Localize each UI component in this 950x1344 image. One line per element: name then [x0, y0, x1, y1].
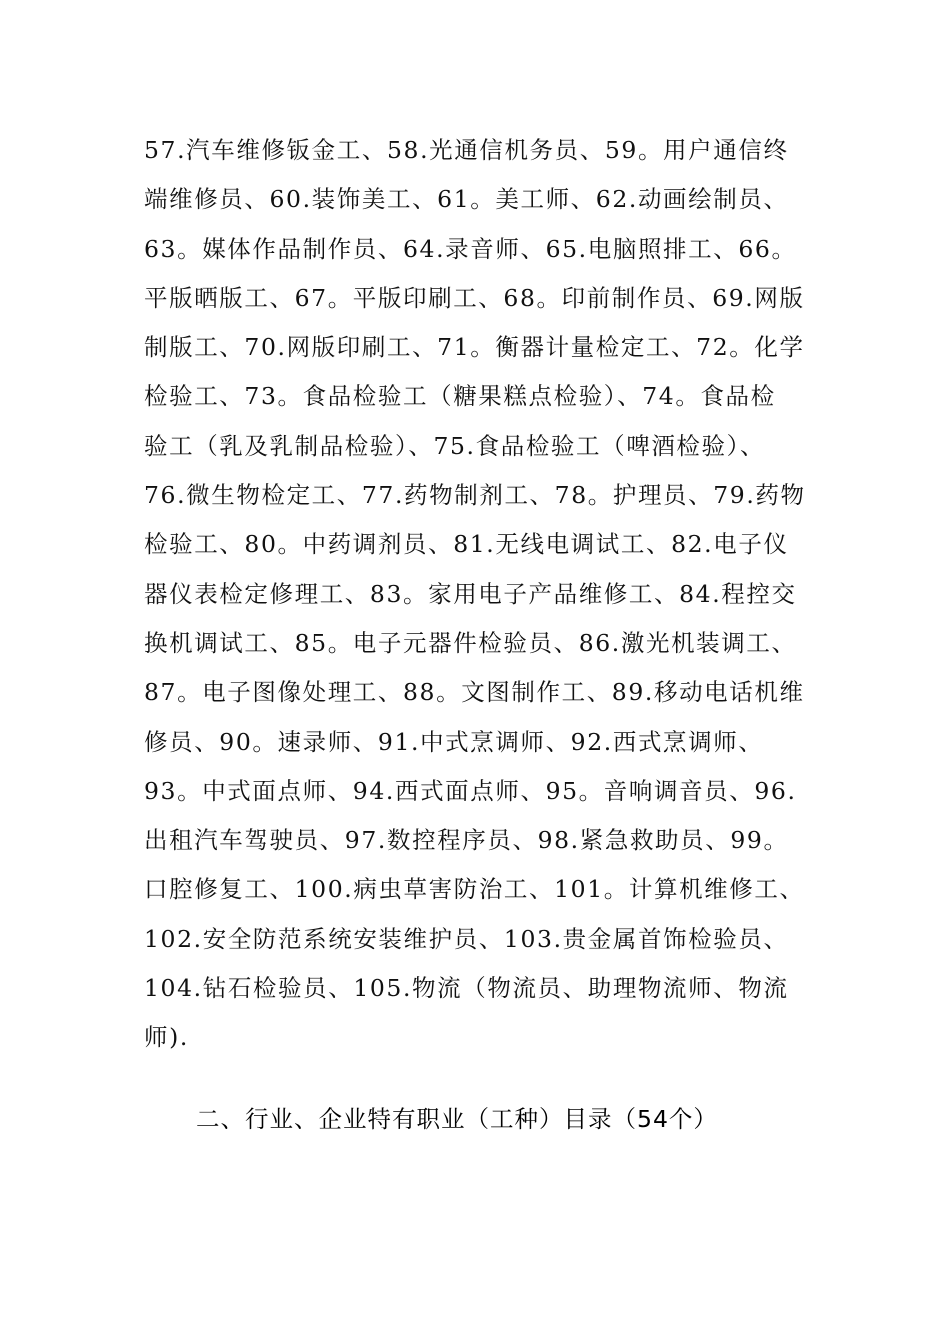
occupation-list-paragraph [144, 126, 804, 1063]
paragraph-line: 102.安全防范系统安装维护员、103.贵金属首饰检验员、 [144, 924, 789, 953]
paragraph-line: 76.微生物检定工、77.药物制剂工、78。护理员、79.药物 [144, 481, 806, 510]
paragraph-line: 63。媒体作品制作员、64.录音师、65.电脑照排工、66。 [144, 234, 797, 263]
paragraph-line: 出租汽车驾驶员、97.数控程序员、98.紧急救助员、99。 [144, 826, 789, 855]
paragraph-line: 制版工、70.网版印刷工、71。衡器计量检定工、72。化学 [144, 333, 805, 362]
paragraph-line: 修员、90。速录师、91.中式烹调师、92.西式烹调师、 [144, 727, 764, 756]
paragraph-line: 104.钻石检验员、105.物流（物流员、助理物流师、物流 [144, 974, 789, 1003]
paragraph-line: 师). [144, 1023, 189, 1052]
section-heading: 二、行业、企业特有职业（工种）目录（54个） [196, 1105, 718, 1133]
paragraph-line: 检验工、80。中药调剂员、81.无线电调试工、82.电子仪 [144, 530, 789, 559]
paragraph-line: 检验工、73。食品检验工（糖果糕点检验）、74。食品检 [144, 382, 776, 411]
paragraph-line: 器仪表检定修理工、83。家用电子产品维修工、84.程控交 [144, 579, 797, 608]
paragraph-line: 验工（乳及乳制品检验）、75.食品检验工（啤酒检验）、 [144, 431, 766, 460]
paragraph-line: 87。电子图像处理工、88。文图制作工、89.移动电话机维 [144, 678, 805, 707]
paragraph-line: 端维修员、60.装饰美工、61。美工师、62.动画绘制员、 [144, 185, 789, 214]
paragraph-line: 57.汽车维修钣金工、58.光通信机务员、59。用户通信终 [144, 136, 789, 164]
paragraph-line: 口腔修复工、100.病虫草害防治工、101。计算机维修工、 [144, 875, 805, 904]
paragraph-line: 换机调试工、85。电子元器件检验员、86.激光机装调工、 [144, 628, 797, 657]
paragraph-line: 93。中式面点师、94.西式面点师、95。音响调音员、96. [144, 776, 797, 805]
paragraph-line: 平版晒版工、67。平版印刷工、68。印前制作员、69.网版 [144, 283, 805, 312]
